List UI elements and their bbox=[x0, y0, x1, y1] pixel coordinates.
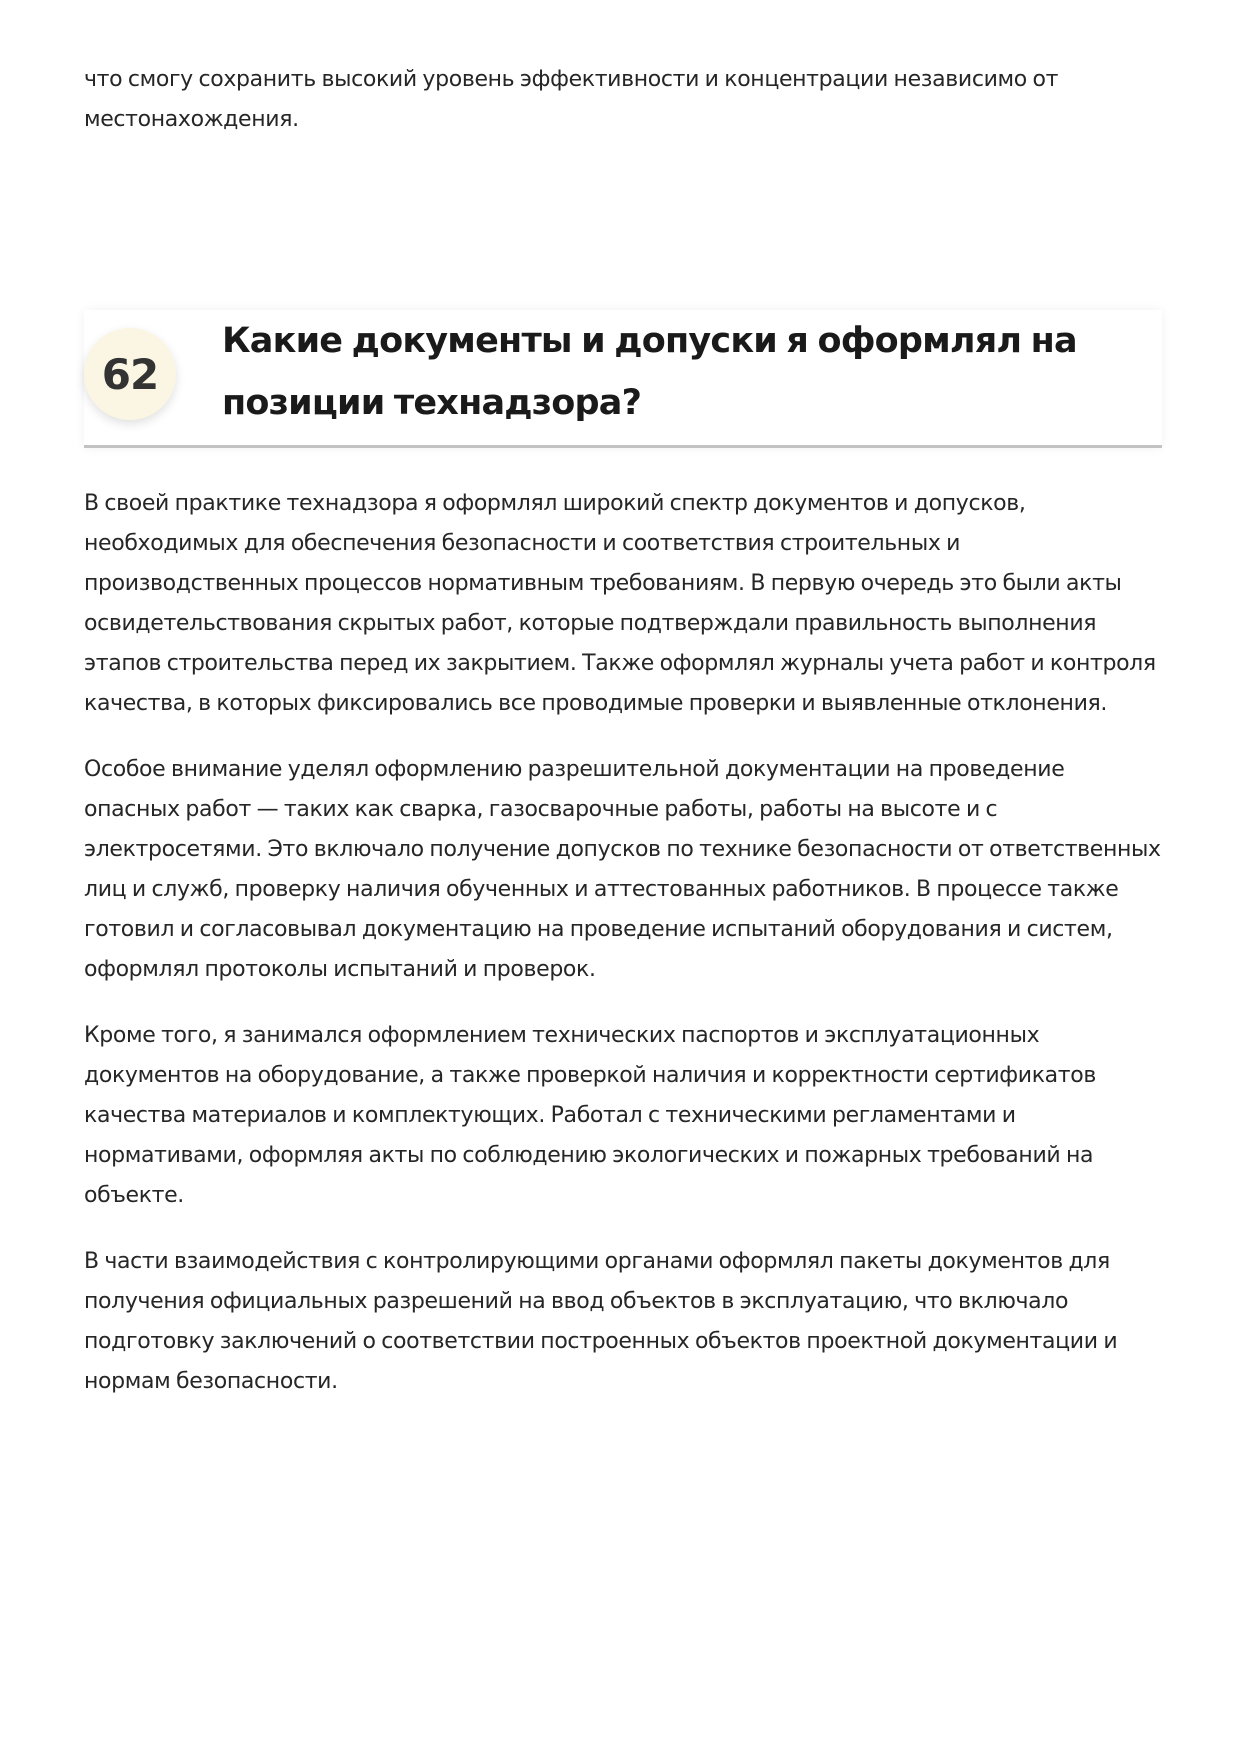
question-header bbox=[84, 310, 1162, 448]
intro-paragraph: что смогу сохранить высокий уровень эффективности и концентрации независимо от местонахождения. bbox=[84, 67, 1059, 132]
answer-paragraph: В своей практике технадзора я оформлял широкий спектр документов и допусков, необходимых для обеспечения безопасности и соответствия строительных и производственных процессов нормативным требованиям. В первую очередь это были акты освидетельствования скрытых работ, которые подтверждали правильность выполнения этапов строительства перед их закрытием. Также оформлял журналы учета работ и контроля качества, в которых фиксировались все проводимые проверки и выявленные отклонения. bbox=[84, 491, 1156, 716]
answer-body bbox=[84, 484, 1162, 1402]
answer-paragraph: В части взаимодействия с контролирующими органами оформлял пакеты документов для получения официальных разрешений на ввод объектов в эксплуатацию, что включало подготовку заключений о соответствии построенных объектов проектной документации и нормам безопасности. bbox=[84, 1249, 1118, 1394]
answer-paragraph: Особое внимание уделял оформлению разрешительной документации на проведение опасных работ — таких как сварка, газосварочные работы, работы на высоте и с электросетями. Это включало получение допусков по технике безопасности от ответственных лиц и служб, проверку наличия обученных и аттестованных работников. В процессе также готовил и согласовывал документацию на проведение испытаний оборудования и систем, оформлял протоколы испытаний и проверок. bbox=[84, 757, 1161, 982]
question-number-badge: 62 bbox=[84, 328, 176, 420]
answer-paragraph: Кроме того, я занимался оформлением технических паспортов и эксплуатационных документов на оборудование, а также проверкой наличия и корректности сертификатов качества материалов и комплектующих. Работал с техническими регламентами и нормативами, оформляя акты по соблюдению экологических и пожарных требований на объекте. bbox=[84, 1023, 1096, 1208]
question-title: Какие документы и допуски я оформлял на позиции технадзора? bbox=[222, 321, 1077, 423]
